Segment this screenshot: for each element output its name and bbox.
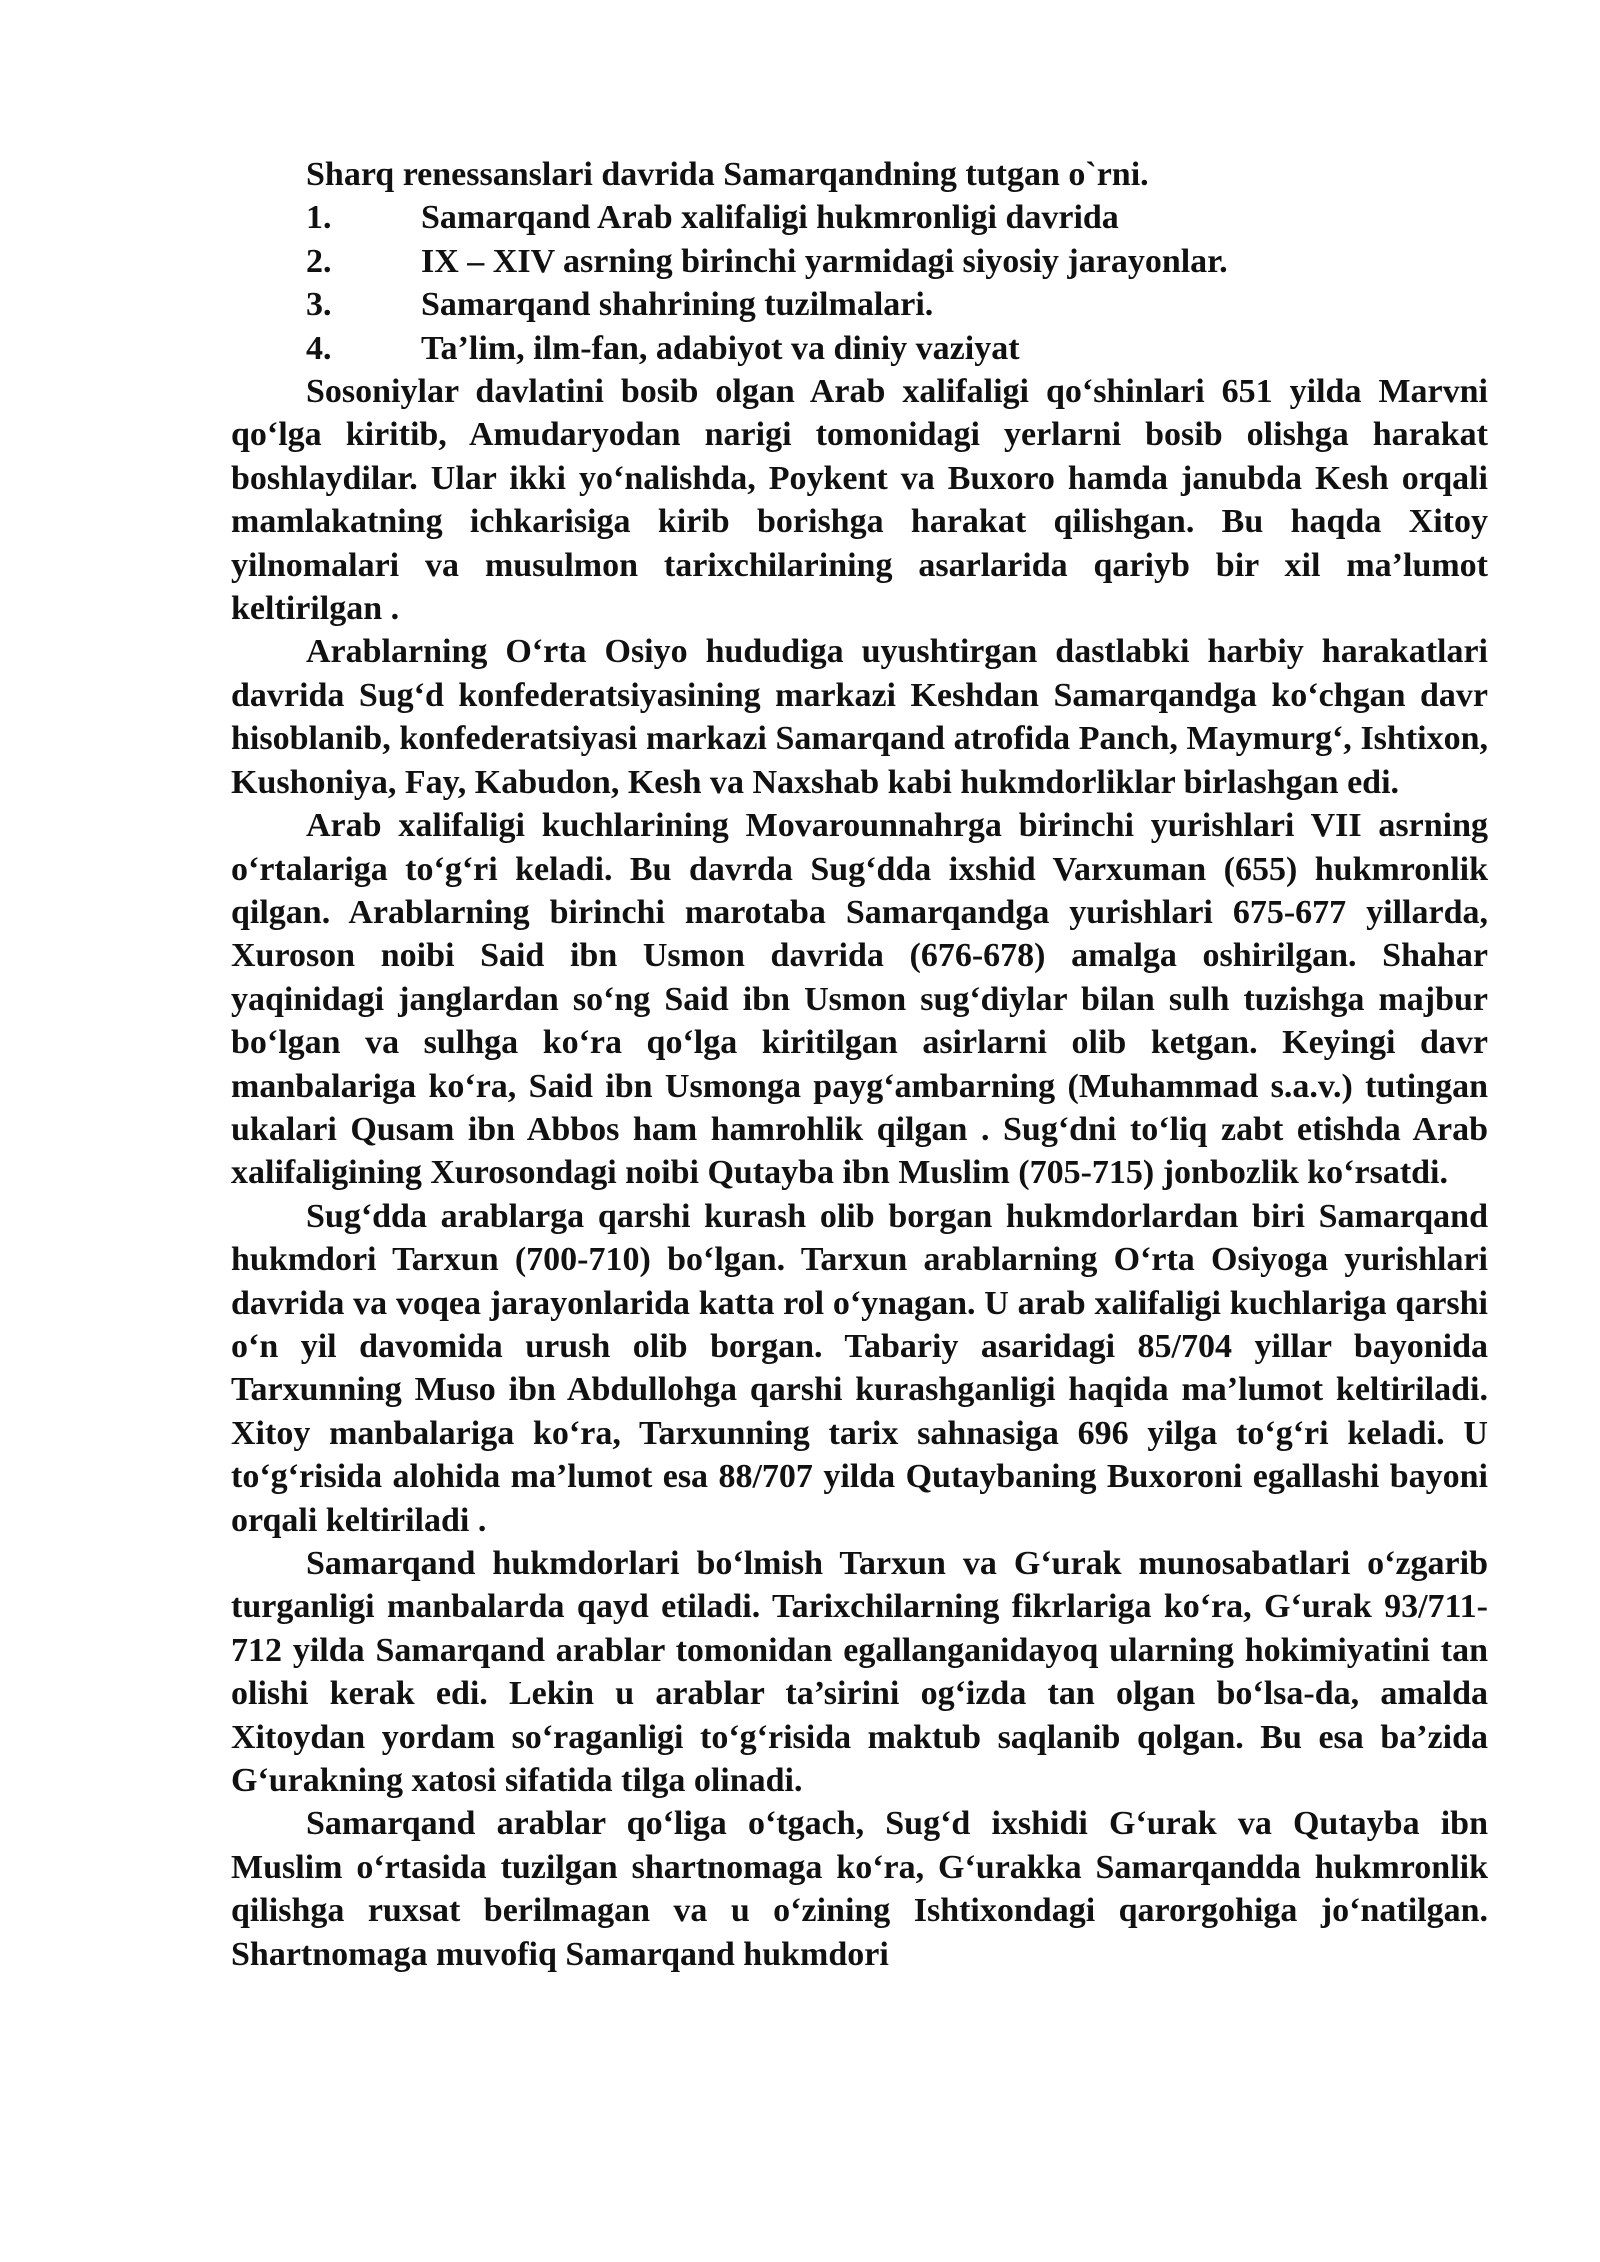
body-paragraph: Sosoniylar davlatini bosib olgan Arab xalifaligi qo‘shinlari 651 yilda Marvni qo‘lga kiritib, Amudaryodan narigi tomonidagi yerlarni bosib olishga harakat boshlaydilar. Ular ikki yo‘nalishda, Poykent va Buxoro hamda janubda Kesh orqali mamlakatning ichkarisiga kirib borishga harakat qilishgan. Bu haqda Xitoy yilnomalari va musulmon tarixchilarining asarlarida qariyb bir xil ma’lumot keltirilgan . xyxy=(231,373,1488,628)
outline-item-number: 1. xyxy=(306,199,332,237)
outline-item xyxy=(231,196,1488,239)
outline-item xyxy=(231,240,1488,283)
outline-item xyxy=(231,283,1488,326)
outline-item-number: 3. xyxy=(306,286,332,324)
outline-item-text: Samarqand shahrining tuzilmalari. xyxy=(421,286,934,324)
body-paragraph: Samarqand hukmdorlari bo‘lmish Tarxun va G‘urak munosabatlari o‘zgarib turganligi manbalarda qayd etiladi. Tarixchilarning fikrlariga ko‘ra, G‘urak 93/711-712 yilda Samarqand arablar tomonidan egallanganidayoq ularning hokimiyatini tan olishi kerak edi. Lekin u arablar ta’sirini og‘izda tan olgan bo‘lsa-da, amalda Xitoydan yordam so‘raganligi to‘g‘risida maktub saqlanib qolgan. Bu esa ba’zida G‘urakning xatosi sifatida tilga olinadi. xyxy=(231,1545,1488,1800)
outline-item-number: 2. xyxy=(306,242,332,280)
outline-item-text: IX – XIV asrning birinchi yarmidagi siyosiy jarayonlar. xyxy=(421,242,1228,280)
outline-item-text: Samarqand Arab xalifaligi hukmronligi davrida xyxy=(421,199,1119,237)
body-paragraph: Arab xalifaligi kuchlarining Movarounnahrga birinchi yurishlari VII asrning o‘rtalariga to‘g‘ri keladi. Bu davrda Sug‘dda ixshid Varxuman (655) hukmronlik qilgan. Arablarning birinchi marotaba Samarqandga yurishlari 675-677 yillarda, Xuroson noibi Said ibn Usmon davrida (676-678) amalga oshirilgan. Shahar yaqinidagi janglardan so‘ng Said ibn Usmon sug‘diylar bilan sulh tuzishga majbur bo‘lgan va sulhga ko‘ra qo‘lga kiritilgan asirlarni olib ketgan. Keyingi davr manbalariga ko‘ra, Said ibn Usmonga payg‘ambarning (Muhammad s.a.v.) tutingan ukalari Qusam ibn Abbos ham hamrohlik qilgan . Sug‘dni to‘liq zabt etishda Arab xalifaligining Xurosondagi noibi Qutayba ibn Muslim (705-715) jonbozlik ko‘rsatdi. xyxy=(231,807,1488,1192)
outline-item-number: 4. xyxy=(306,329,332,367)
document-title: Sharq renessanslari davrida Samarqandning tutgan o`rni. xyxy=(306,156,1149,193)
outline-list xyxy=(231,196,1488,370)
body-paragraph: Samarqand arablar qo‘liga o‘tgach, Sug‘d ixshidi G‘urak va Qutayba ibn Muslim o‘rtasida tuzilgan shartnomaga ko‘ra, G‘urakka Samarqandda hukmronlik qilishga ruxsat berilmagan va u o‘zining Ishtixondagi qarorgohiga jo‘natilgan. Shartnomaga muvofiq Samarqand hukmdori xyxy=(231,1805,1488,1973)
outline-item-text: Ta’lim, ilm-fan, adabiyot va diniy vaziyat xyxy=(421,329,1020,367)
body-paragraph: Arablarning O‘rta Osiyo hududiga uyushtirgan dastlabki harbiy harakatlari davrida Sug‘d konfederatsiyasining markazi Keshdan Samarqandga ko‘chgan davr hisoblanib, konfederatsiyasi markazi Samarqand atrofida Panch, Maymurg‘, Ishtixon, Kushoniya, Fay, Kabudon, Kesh va Naxshab kabi hukmdorliklar birlashgan edi. xyxy=(231,633,1488,801)
body-paragraph: Sug‘dda arablarga qarshi kurash olib borgan hukmdorlardan biri Samarqand hukmdori Tarxun (700-710) bo‘lgan. Tarxun arablarning O‘rta Osiyoga yurishlari davrida va voqea jarayonlarida katta rol o‘ynagan. U arab xalifaligi kuchlariga qarshi o‘n yil davomida urush olib borgan. Tabariy asaridagi 85/704 yillar bayonida Tarxunning Muso ibn Abdullohga qarshi kurashganligi haqida ma’lumot keltiriladi. Xitoy manbalariga ko‘ra, Tarxunning tarix sahnasiga 696 yilga to‘g‘ri keladi. U to‘g‘risida alohida ma’lumot esa 88/707 yilda Qutaybaning Buxoroni egallashi bayoni orqali keltiriladi . xyxy=(231,1197,1488,1539)
outline-item xyxy=(231,327,1488,370)
document-page xyxy=(231,153,1488,1976)
